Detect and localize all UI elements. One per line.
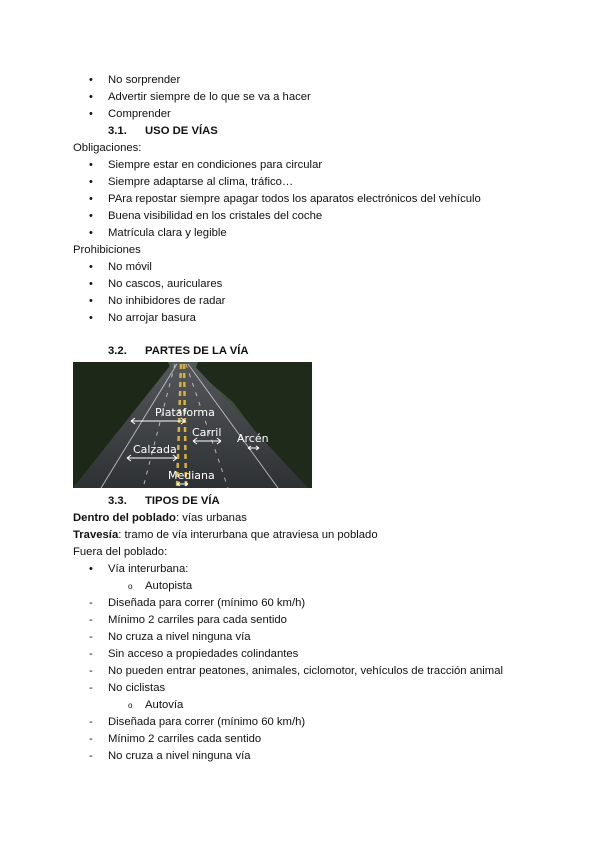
road-illustration [73,362,312,488]
travesia: Travesía: tramo de vía interurbana que atraviesa un poblado [73,529,378,541]
prohibitions-label: Prohibiciones [73,244,141,256]
section-heading-3-2: 3.2. PARTES DE LA VÍA [108,345,249,357]
road-parts-image [73,362,312,488]
section-heading-3-3: 3.3. TIPOS DE VÍA [108,495,220,507]
obligations-label: Obligaciones: [73,142,142,154]
document-page: No sorprender Advertir siempre de lo que se va a hacer Comprender 3.1. USO DE VÍAS Obligaciones: Siempre estar en condiciones para circular Siempre adaptarse al clima, tráfico… PAra repostar siempre apagar todos los aparatos electrónicos del vehículo Buena visibilidad en los cristales del coche Matrícula clara y legible Prohibiciones No móvil No cascos, auriculares No inhibidores de radar No arrojar basura 3.2. PARTES DE LA VÍA Plataforma Carril Arcén Calzada Mediana 3.3. TIPOS DE VÍA Dentro del poblado: vías urbanas Travesía: tramo de vía interurbana que atraviesa un poblado Fuera del poblado: Vía interurbana: o Autopista - Diseñada para correr (mínimo 60 km/h) - Mínimo 2 carriles para cada sentido - No cruza a nivel ninguna vía - Sin acceso a propiedades colindantes - No pueden entrar peatones, animales, ciclomotor, vehículos de tracción animal - No ciclistas o Autovía - Diseñada para correr (mínimo 60 km/h) - Mínimo 2 carriles cada sentido - No cruza a nivel ninguna vía [73,74,503,762]
label-plataforma: Plataforma [155,406,215,419]
dentro-del-poblado: Dentro del poblado: vías urbanas [73,512,247,524]
label-carril: Carril [192,426,222,439]
label-mediana: Mediana [168,469,215,482]
label-arcen: Arcén [237,432,269,445]
fuera-del-poblado: Fuera del poblado: [73,546,168,558]
section-heading-3-1: 3.1. USO DE VÍAS [108,125,218,137]
label-calzada: Calzada [133,443,177,456]
